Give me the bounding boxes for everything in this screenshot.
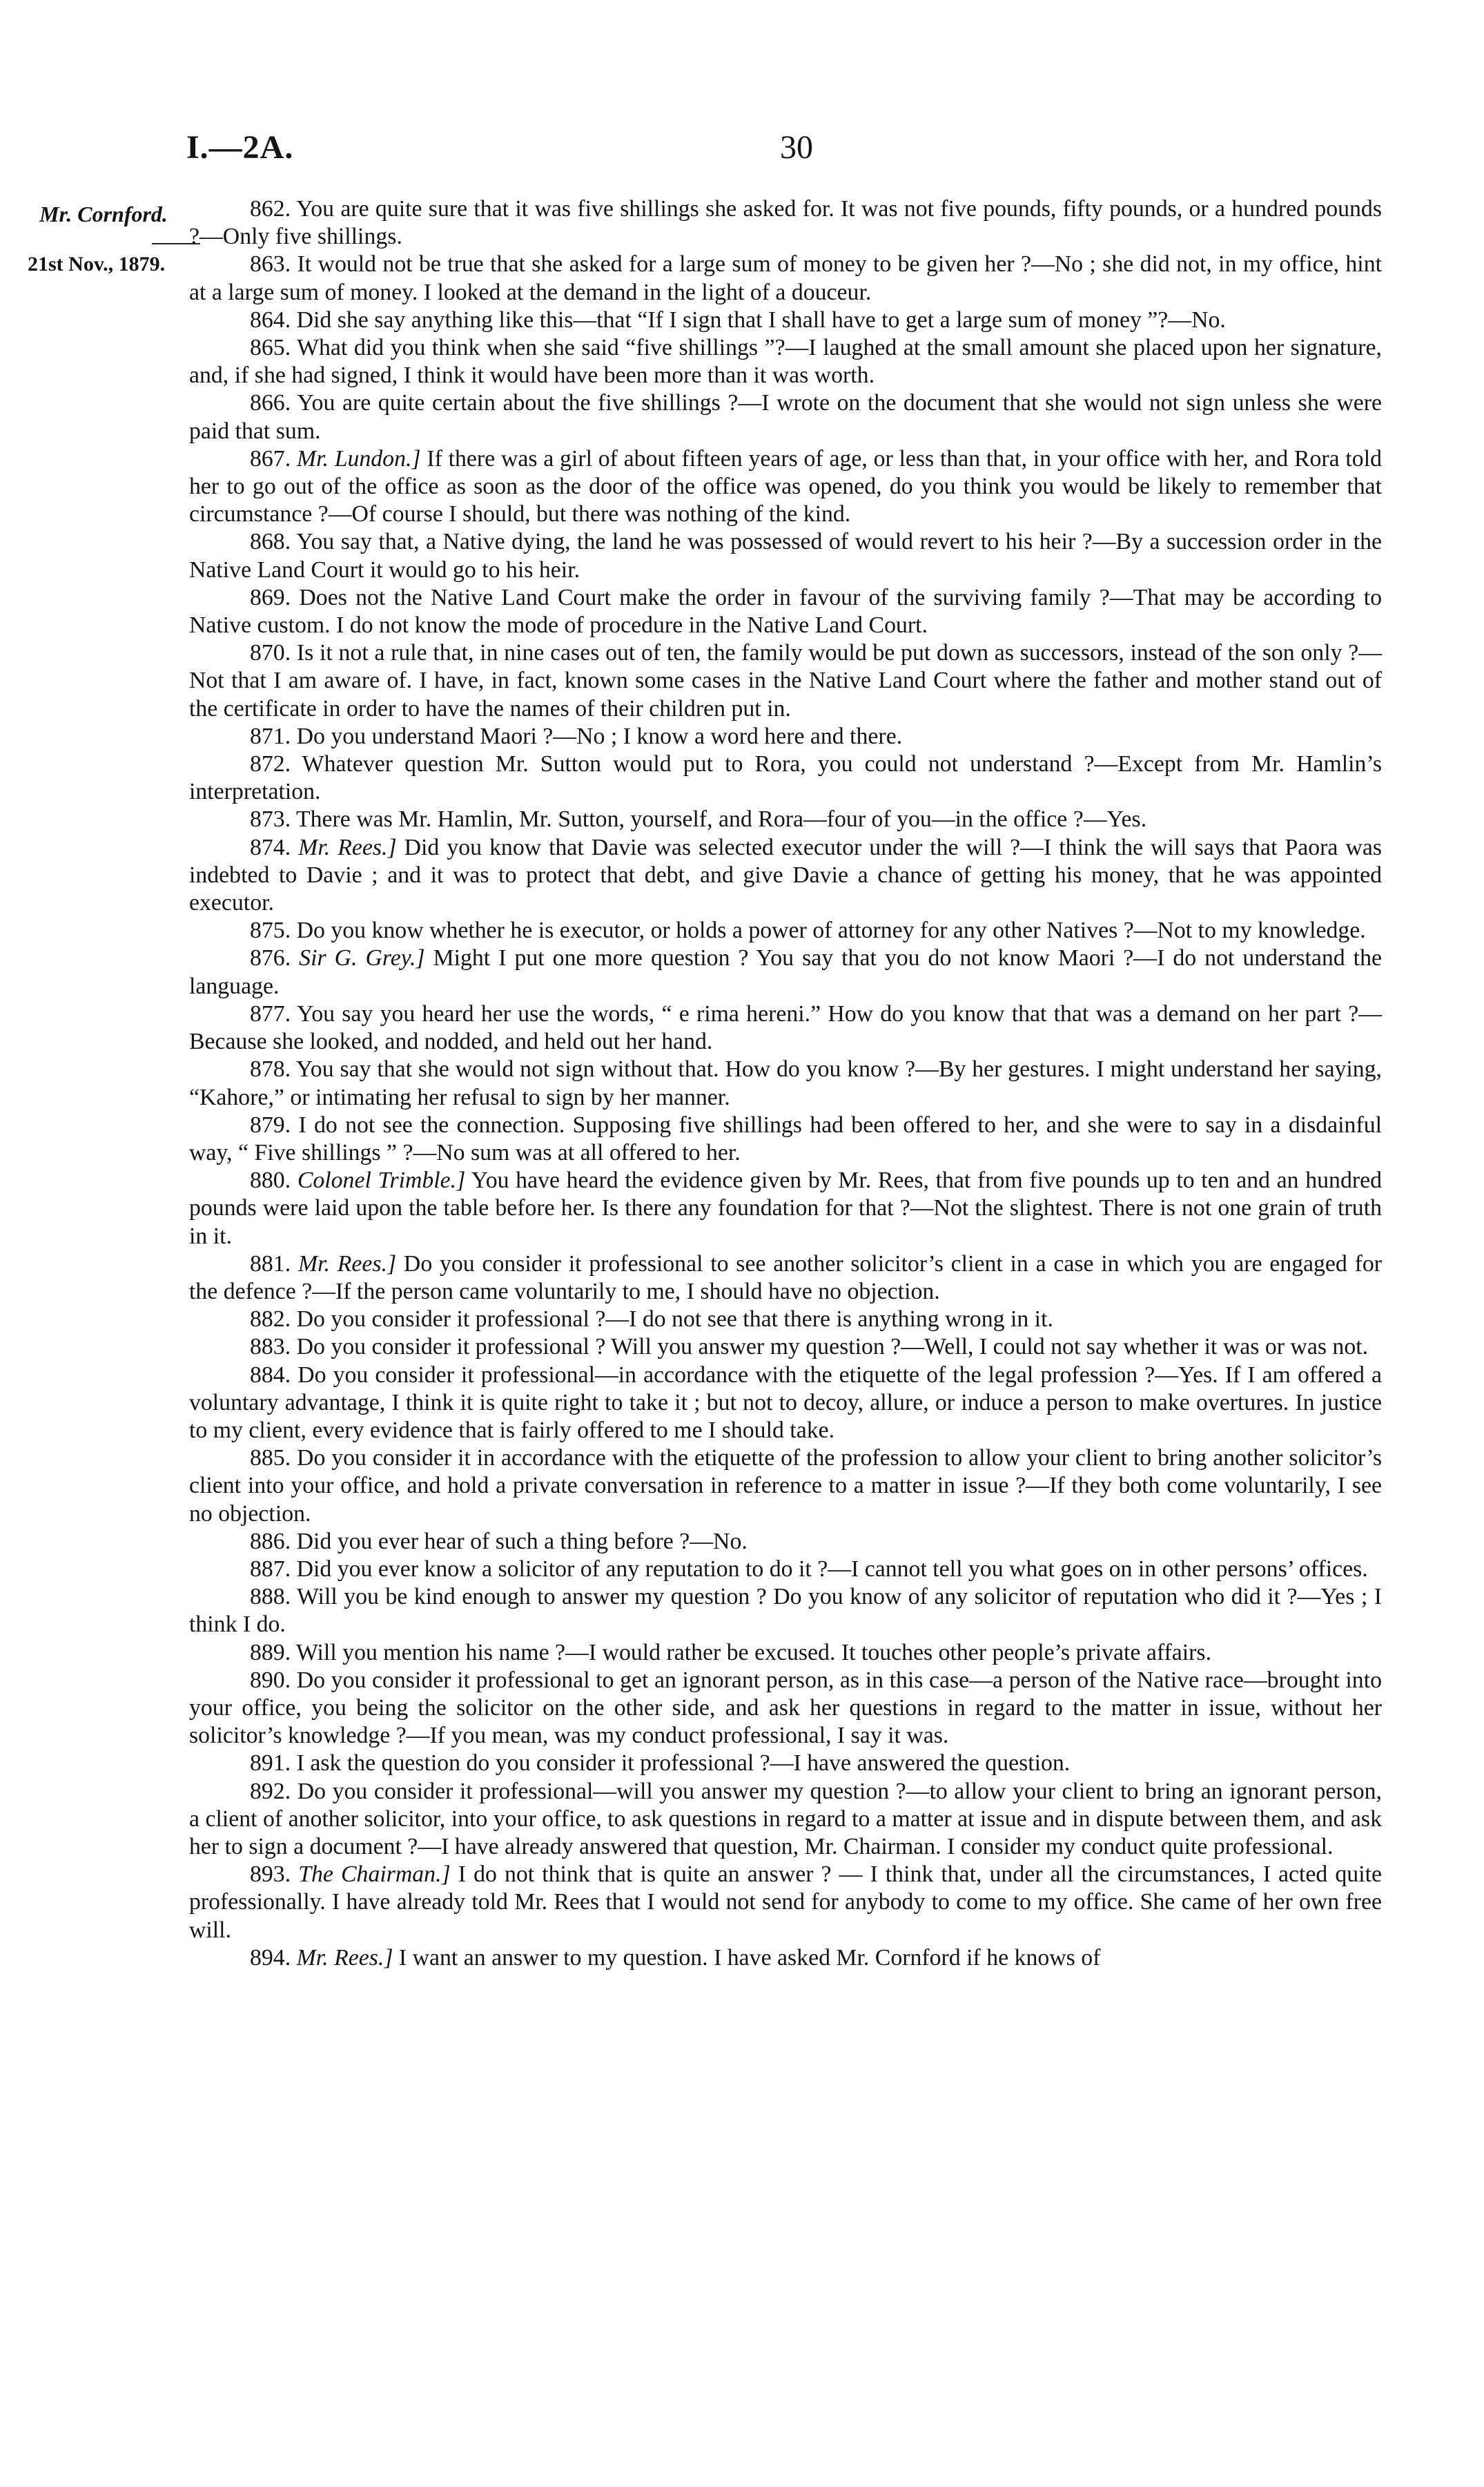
- evidence-paragraph: [189, 1778, 1382, 1861]
- speaker-name: Mr. Rees.]: [297, 1250, 397, 1277]
- question-number: 882.: [250, 1306, 291, 1333]
- evidence-paragraph: [189, 1583, 1382, 1638]
- question-text: Do you consider it professional—will you answer my question ?—to allow your client to bring an ignorant person, a client of another solicitor, into your office, to ask questions in regard to a matter at issue and in dispute between them, and ask her to sign a document ?—I have already answered that question, Mr. Chairman. I consider my conduct quite professional.: [189, 1778, 1382, 1859]
- evidence-paragraph: [189, 251, 1382, 306]
- speaker-name: Sir G. Grey.]: [299, 945, 425, 971]
- question-text: What did you think when she said “five shillings ”?—I laughed at the small amount she placed upon her signature, and, if she had signed, I think it would have been more than it was worth.: [189, 335, 1382, 389]
- question-number: 874.: [250, 834, 291, 860]
- evidence-paragraph: [189, 307, 1382, 334]
- question-number: 878.: [250, 1056, 291, 1083]
- evidence-paragraph: [189, 751, 1382, 806]
- question-number: 868.: [250, 529, 291, 555]
- question-text: Do you know whether he is executor, or holds a power of attorney for any other Natives ?—Not to my knowledge.: [296, 918, 1366, 944]
- question-text: Do you consider it professional ?—I do not see that there is anything wrong in it.: [296, 1306, 1053, 1333]
- evidence-paragraph: [189, 195, 1382, 251]
- speaker-name: Mr. Lundon.]: [296, 445, 421, 472]
- question-number: 885.: [250, 1445, 291, 1471]
- question-number: 875.: [250, 918, 291, 944]
- speaker-name: Mr. Rees.]: [296, 1944, 393, 1971]
- question-number: 869.: [250, 584, 291, 610]
- evidence-paragraph: [189, 584, 1382, 639]
- question-text: Do you consider it professional to get an ignorant person, as in this case—a person of the Native race—brought into your office, you being the solicitor on the other side, and ask her questions in regard to the matter in issue, without her solicitor’s knowledge ?—If you mean, was my conduct professional, I say it was.: [189, 1667, 1382, 1749]
- question-number: 889.: [250, 1639, 291, 1665]
- evidence-paragraph: [189, 1362, 1382, 1445]
- question-text: I ask the question do you consider it professional ?—I have answered the question.: [296, 1750, 1071, 1777]
- evidence-paragraph: [189, 1250, 1382, 1306]
- margin-witness-name: Mr. Cornford.: [39, 202, 168, 226]
- question-text: You say you heard her use the words, “ e rima hereni.” How do you know that that was a demand on her part ?—Because she looked, and nodded, and held out her hand.: [189, 1000, 1382, 1055]
- question-text: It would not be true that she asked for a large sum of money to be given her ?—No ; she did not, in my office, hint at a large sum of money. I looked at the demand in the light of a douceur.: [189, 251, 1382, 305]
- question-number: 863.: [250, 251, 291, 278]
- question-number: 880.: [250, 1168, 291, 1194]
- question-text: Do you consider it professional—in accordance with the etiquette of the legal profession ?—Yes. If I am offered a voluntary advantage, I think it is quite right to take it ; but not to decoy, allure, or induce a person to make overtures. In justice to my client, every evidence that is fairly offered to me I should take.: [189, 1362, 1383, 1443]
- evidence-paragraph: [189, 1639, 1382, 1667]
- evidence-paragraph: [189, 945, 1382, 1000]
- page-number: 30: [780, 129, 813, 166]
- question-text: Do you consider it in accordance with the etiquette of the profession to allow your client to bring another solicitor’s client into your office, and hold a private conversation in reference to a matter in issue ?—If they both come voluntarily, I see no objection.: [189, 1445, 1382, 1527]
- evidence-paragraph: [189, 723, 1382, 751]
- speaker-name: Colonel Trimble.]: [297, 1168, 466, 1194]
- evidence-paragraph: [189, 639, 1382, 723]
- question-text: You say that, a Native dying, the land he was possessed of would revert to his heir ?—By a succession order in the Native Land Court it would go to his heir.: [189, 529, 1382, 583]
- question-number: 867.: [250, 445, 291, 472]
- document-reference: I.—2A.: [186, 129, 294, 166]
- evidence-paragraph: [189, 1556, 1382, 1583]
- question-number: 864.: [250, 307, 291, 333]
- evidence-paragraph: [189, 1306, 1382, 1333]
- question-text: You have heard the evidence given by Mr. Rees, that from five pounds up to ten and an hundred pounds were laid upon the table before her. Is there any foundation for that ?—Not the slightest. There is not one grain of truth in it.: [189, 1168, 1382, 1249]
- question-text: You say that she would not sign without that. How do you know ?—By her gestures. I might understand her saying, “Kahore,” or intimating her refusal to sign by her manner.: [189, 1056, 1382, 1110]
- evidence-paragraph: [189, 445, 1382, 529]
- evidence-paragraph: [189, 1528, 1382, 1556]
- question-text: Will you be kind enough to answer my question ? Do you know of any solicitor of reputation who did it ?—Yes ; I think I do.: [189, 1584, 1383, 1638]
- speaker-name: Mr. Rees.]: [298, 834, 397, 860]
- question-text: Did you ever hear of such a thing before ?—No.: [296, 1528, 748, 1554]
- question-text: I do not see the connection. Supposing five shillings had been offered to her, and she were to say in a disdainful way, “ Five shillings ” ?—No sum was at all offered to her.: [189, 1112, 1383, 1165]
- question-number: 862.: [250, 196, 291, 222]
- page-header: [186, 128, 1380, 184]
- question-text: Did she say anything like this—that “If I sign that I shall have to get a large sum of money ”?—No.: [296, 307, 1226, 333]
- evidence-body: [189, 195, 1382, 1972]
- question-text: Did you know that Davie was selected executor under the will ?—I think the will says that Paora was indebted to Davie ; and it was to protect that debt, and give Davie a chance of getting his money, that he was appointed executor.: [189, 834, 1382, 916]
- question-text: Might I put one more question ? You say that you do not know Maori ?—I do not understand the language.: [189, 945, 1382, 999]
- question-text: I do not think that is quite an answer ? — I think that, under all the circumstances, I acted quite professionally. I have already told Mr. Rees that I would not send for anybody to come to my office. She came of her own free will.: [189, 1861, 1382, 1943]
- question-text: If there was a girl of about fifteen years of age, or less than that, in your office with her, and Rora told her to go out of the office as soon as the door of the office was opened, do you think you would be likely to remember that circumstance ?—Of course I should, but there was nothing of the kind.: [189, 445, 1382, 528]
- evidence-paragraph: [189, 1000, 1382, 1056]
- evidence-paragraph: [189, 334, 1382, 389]
- question-text: Will you mention his name ?—I would rather be excused. It touches other people’s private affairs.: [296, 1639, 1212, 1665]
- question-text: There was Mr. Hamlin, Mr. Sutton, yourself, and Rora—four of you—in the office ?—Yes.: [296, 806, 1147, 833]
- question-number: 890.: [250, 1667, 291, 1693]
- evidence-paragraph: [189, 1667, 1382, 1750]
- question-number: 872.: [250, 751, 291, 777]
- evidence-paragraph: [189, 1861, 1382, 1944]
- evidence-paragraph: [189, 389, 1382, 445]
- question-text: You are quite certain about the five shillings ?—I wrote on the document that she would not sign unless she were paid that sum.: [189, 390, 1382, 444]
- question-number: 871.: [250, 723, 291, 749]
- question-text: Is it not a rule that, in nine cases out of ten, the family would be put down as successors, instead of the son only ?—Not that I am aware of. I have, in fact, known some cases in the Native Land Court where the father and mother stand out of the certificate in order to have the names of their children put in.: [189, 640, 1382, 722]
- question-number: 883.: [250, 1334, 291, 1360]
- question-number: 881.: [250, 1250, 291, 1277]
- question-text: Did you ever know a solicitor of any reputation to do it ?—I cannot tell you what goes on in other persons’ offices.: [296, 1556, 1368, 1582]
- question-number: 866.: [250, 390, 291, 416]
- question-number: 891.: [250, 1750, 291, 1777]
- margin-date: 21st Nov., 1879.: [28, 253, 166, 275]
- question-number: 892.: [250, 1778, 291, 1804]
- question-text: You are quite sure that it was five shillings she asked for. It was not five pounds, fifty pounds, or a hundred pounds ?—Only five shillings.: [189, 196, 1382, 250]
- evidence-paragraph: [189, 1750, 1382, 1777]
- question-number: 884.: [250, 1362, 291, 1388]
- evidence-paragraph: [189, 806, 1382, 833]
- question-number: 877.: [250, 1000, 291, 1027]
- speaker-name: The Chairman.]: [298, 1861, 451, 1888]
- question-text: I want an answer to my question. I have asked Mr. Cornford if he knows of: [398, 1944, 1101, 1971]
- question-number: 879.: [250, 1112, 291, 1138]
- question-number: 893.: [250, 1861, 291, 1888]
- evidence-paragraph: [189, 834, 1382, 918]
- question-text: Does not the Native Land Court make the order in favour of the surviving family ?—That may be according to Native custom. I do not know the mode of procedure in the Native Land Court.: [189, 584, 1383, 639]
- evidence-paragraph: [189, 528, 1382, 583]
- evidence-paragraph: [189, 1112, 1382, 1167]
- evidence-paragraph: [189, 917, 1382, 945]
- question-number: 887.: [250, 1556, 291, 1582]
- evidence-paragraph: [189, 1333, 1382, 1361]
- question-text: Do you consider it professional to see another solicitor’s client in a case in which you are engaged for the defence ?—If the person came voluntarily to me, I should have no objection.: [189, 1250, 1383, 1304]
- question-number: 873.: [250, 806, 291, 833]
- question-number: 870.: [250, 640, 291, 666]
- evidence-paragraph: [189, 1167, 1382, 1250]
- evidence-paragraph: [189, 1056, 1382, 1111]
- evidence-paragraph: [189, 1444, 1382, 1528]
- evidence-paragraph: [189, 1944, 1382, 1972]
- question-number: 894.: [250, 1944, 291, 1971]
- question-text: Do you understand Maori ?—No ; I know a word here and there.: [296, 723, 903, 749]
- question-number: 886.: [250, 1528, 291, 1554]
- question-number: 876.: [250, 945, 291, 971]
- question-number: 888.: [250, 1584, 291, 1610]
- question-text: Whatever question Mr. Sutton would put to Rora, you could not understand ?—Except from Mr. Hamlin’s interpretation.: [189, 751, 1382, 805]
- question-text: Do you consider it professional ? Will you answer my question ?—Well, I could not say whether it was or was not.: [296, 1334, 1369, 1360]
- question-number: 865.: [250, 335, 291, 361]
